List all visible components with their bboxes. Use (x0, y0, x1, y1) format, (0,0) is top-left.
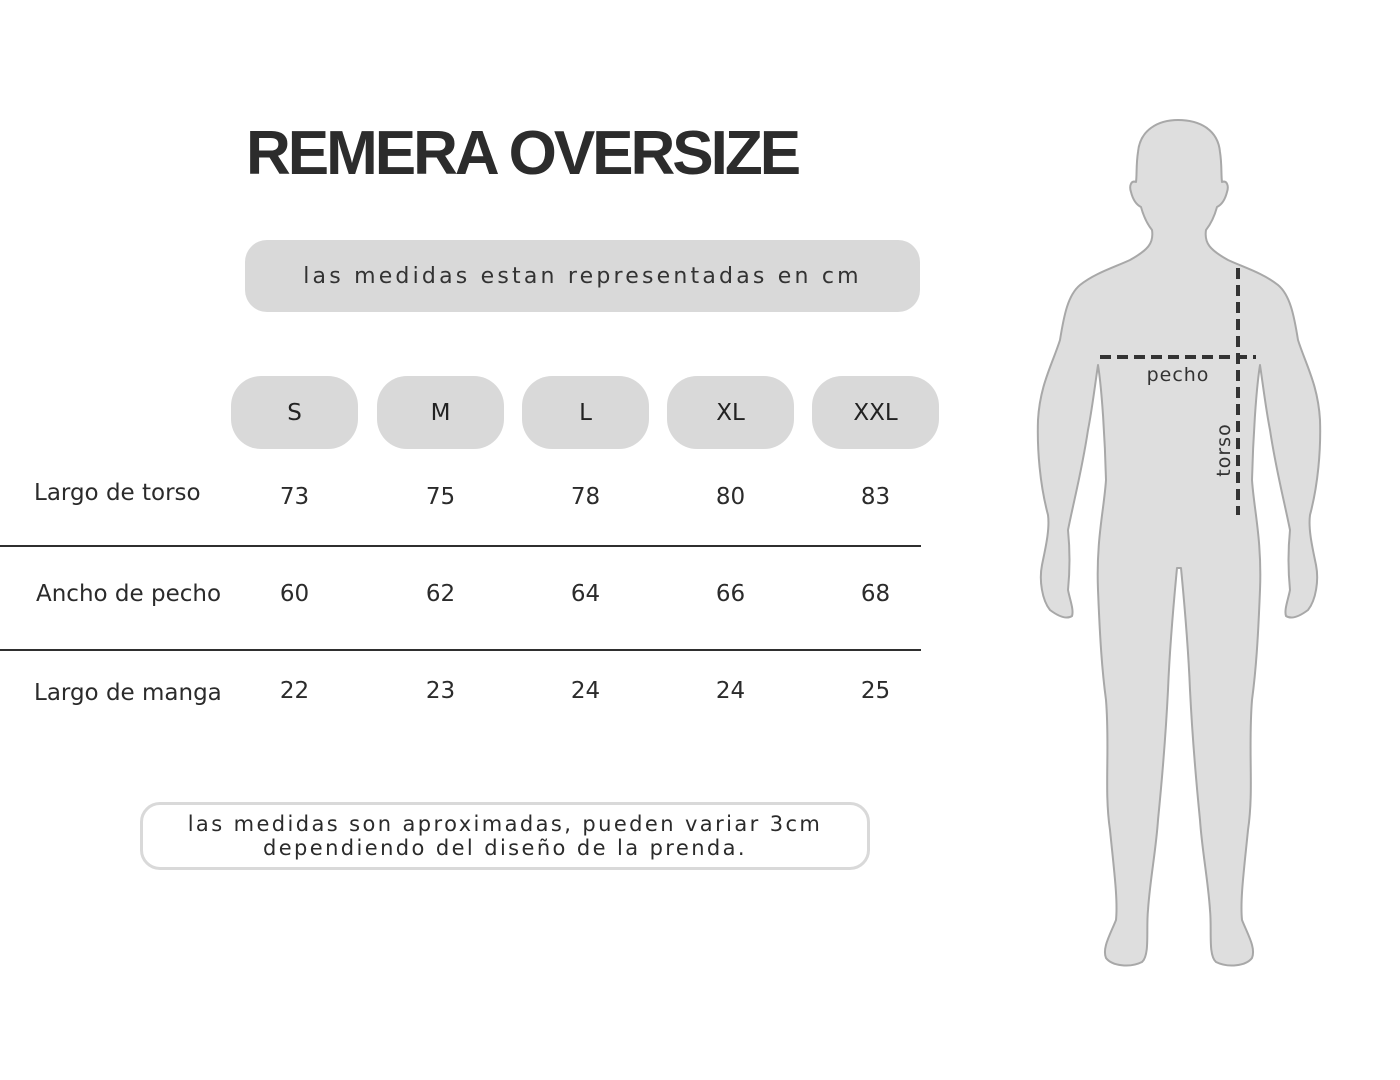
row-divider (0, 545, 921, 547)
row-label-sleeve-length: Largo de manga (34, 680, 222, 706)
size-header-xxl: XXL (812, 376, 939, 449)
table-cell: 24 (715, 678, 746, 704)
chest-label: pecho (1146, 364, 1210, 386)
table-cell: 60 (279, 581, 310, 607)
table-cell: 62 (425, 581, 456, 607)
table-cell: 83 (860, 484, 891, 510)
page-title: REMERA OVERSIZE (246, 119, 799, 188)
row-label-torso-length: Largo de torso (34, 480, 201, 506)
units-note: las medidas estan representadas en cm (245, 240, 920, 312)
table-cell: 75 (425, 484, 456, 510)
body-silhouette (1038, 120, 1320, 965)
body-silhouette-figure (1030, 110, 1330, 980)
table-cell: 24 (570, 678, 601, 704)
table-cell: 80 (715, 484, 746, 510)
row-divider (0, 649, 921, 651)
table-cell: 22 (279, 678, 310, 704)
size-header-l: L (522, 376, 649, 449)
disclaimer-line-2: dependiendo del diseño de la prenda. (263, 836, 747, 860)
row-label-chest-width: Ancho de pecho (36, 581, 222, 607)
table-cell: 73 (279, 484, 310, 510)
table-cell: 25 (860, 678, 891, 704)
disclaimer-line-1: las medidas son aproximadas, pueden variar 3cm (187, 812, 823, 836)
size-header-m: M (377, 376, 504, 449)
table-cell: 23 (425, 678, 456, 704)
table-cell: 64 (570, 581, 601, 607)
torso-label: torso (1213, 423, 1235, 477)
size-header-xl: XL (667, 376, 794, 449)
table-cell: 66 (715, 581, 746, 607)
table-cell: 68 (860, 581, 891, 607)
table-cell: 78 (570, 484, 601, 510)
disclaimer-note (140, 802, 870, 870)
size-header-s: S (231, 376, 358, 449)
